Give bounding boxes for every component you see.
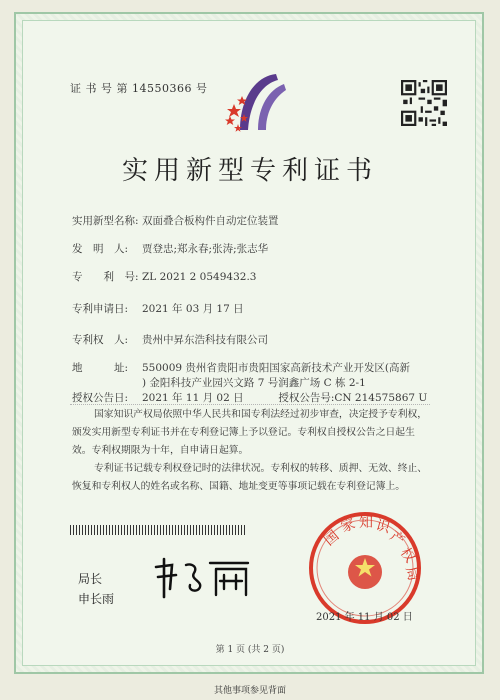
svg-text:知: 知: [359, 515, 373, 531]
svg-text:识: 识: [373, 517, 392, 537]
field-label: 授权公告号:: [278, 392, 335, 404]
field-label: 地 址:: [72, 362, 129, 374]
svg-text:局: 局: [402, 564, 422, 583]
cnipa-logo-icon: [222, 68, 302, 138]
field-application-date: [72, 301, 244, 316]
svg-text:产: 产: [386, 528, 408, 550]
field-label: 专利权 人:: [72, 334, 129, 346]
field-inventors: [72, 241, 268, 256]
svg-text:国: 国: [321, 527, 343, 550]
barcode: [70, 525, 246, 535]
field-value: 2021 年 03 月 17 日: [142, 303, 244, 315]
field-label: 授权公告日:: [72, 392, 129, 404]
grant-statement-paragraph: 国家知识产权局依照中华人民共和国专利法经过初步审查，决定授予专利权，颁发实用新型专利证书并在专利登记簿上予以登记。专利权自授权公告之日起生效。专利权期限为十年，自申请日起算。: [72, 409, 428, 456]
certificate-number: 证 书 号 第 14550366 号: [70, 82, 208, 95]
footer-note: 其他事项参见背面: [213, 686, 286, 696]
field-utility-model-name: [72, 213, 279, 228]
seal-date: 2021 年 11 月 02 日: [316, 612, 413, 623]
field-value: 2021 年 11 月 02 日: [142, 392, 244, 404]
field-label: 专利申请日:: [72, 303, 129, 315]
page-number: 第 1 页 (共 2 页): [215, 645, 285, 655]
field-label: 专 利 号:: [72, 271, 139, 283]
legal-status-paragraph: 专利证书记载专利权登记时的法律状况。专利权的转移、质押、无效、终止、恢复和专利权人的姓名或名称、国籍、地址变更等事项记载在专利登记簿上。: [72, 463, 428, 492]
signatory-name: 申长雨: [78, 592, 115, 606]
field-grant-date: [72, 390, 427, 405]
field-value: 550009 贵州省贵阳市贵阳国家高新技术产业开发区(高新: [142, 362, 411, 374]
field-value: ) 金阳科技产业园兴文路 7 号润鑫广场 C 栋 2-1: [142, 377, 366, 389]
field-label: 实用新型名称:: [72, 215, 139, 227]
field-value: 贾登忠;郑永春;张涛;张志华: [142, 243, 269, 255]
handwritten-signature: [150, 555, 260, 600]
svg-text:权: 权: [396, 545, 418, 566]
field-value: 双面叠合板构件自动定位装置: [142, 215, 279, 227]
svg-text:家: 家: [338, 515, 358, 536]
certificate-title: 实用新型专利证书: [121, 156, 378, 186]
field-patent-number: [72, 269, 256, 284]
field-value: 贵州中昇东浩科技有限公司: [142, 334, 268, 346]
field-value: ZL 2021 2 0549432.3: [142, 271, 257, 283]
field-address: [72, 360, 410, 375]
qr-code-icon: [401, 80, 447, 126]
field-label: 发 明 人:: [72, 243, 129, 255]
divider: [70, 404, 430, 405]
field-address-continued: [72, 375, 366, 390]
signatory-title: 局长: [78, 572, 103, 586]
field-patentee: [72, 332, 268, 347]
field-value: CN 214575867 U: [334, 392, 428, 404]
